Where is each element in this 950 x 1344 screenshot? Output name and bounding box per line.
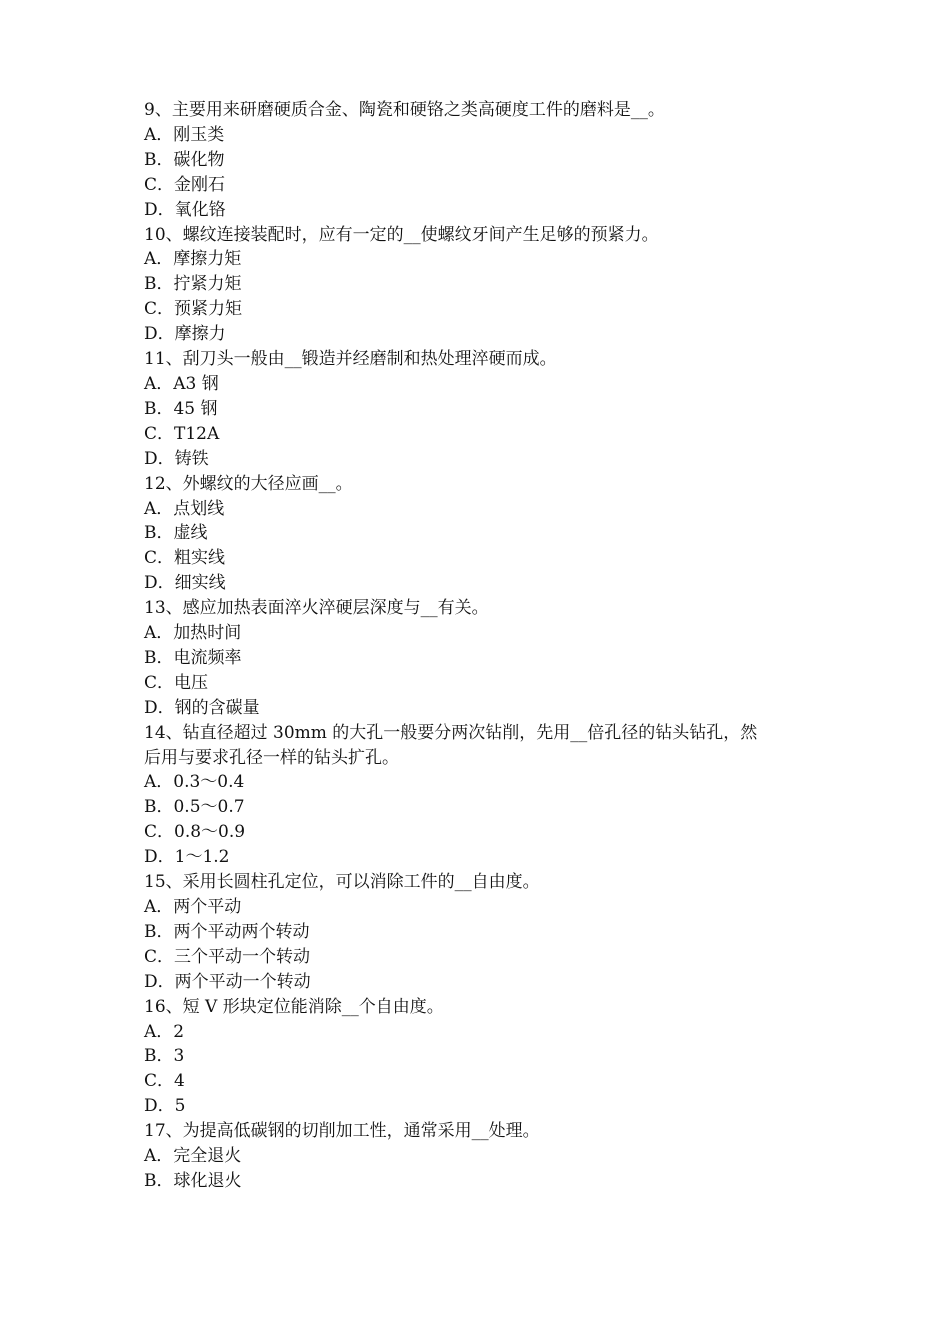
question-12-option-d: D．细实线 [144, 573, 226, 594]
question-13-option-a: A．加热时间 [144, 623, 242, 644]
question-10-option-a: A．摩擦力矩 [144, 249, 242, 270]
question-14-text-continued: 后用与要求孔径一样的钻头扩孔。 [144, 747, 399, 768]
question-15-option-c: C．三个平动一个转动 [144, 946, 311, 967]
question-12-option-a: A．点划线 [144, 498, 225, 519]
question-9-text: 9、主要用来研磨硬质合金、陶瓷和硬铬之类高硬度工件的磨料是__。 [144, 100, 665, 120]
question-10-option-b: B．拧紧力矩 [144, 274, 242, 295]
question-16-option-a: A．2 [144, 1021, 185, 1042]
question-9-option-d: D．氧化铬 [144, 199, 226, 220]
question-13-option-d: D．钢的含碳量 [144, 697, 260, 718]
question-12-option-b: B．虚线 [144, 523, 208, 544]
question-16-text: 16、短 V 形块定位能消除__个自由度。 [144, 996, 444, 1017]
question-12-option-c: C．粗实线 [144, 548, 226, 569]
question-17-option-b: B．球化退火 [144, 1170, 242, 1191]
question-15-text: 15、采用长圆柱孔定位，可以消除工件的__自由度。 [144, 872, 540, 893]
question-13-option-c: C．电压 [144, 672, 209, 693]
document-page [144, 98, 824, 1194]
question-14-option-b: B．0.5～0.7 [144, 797, 245, 818]
question-15-option-b: B．两个平动两个转动 [144, 921, 310, 942]
question-11-option-d: D．铸铁 [144, 448, 209, 469]
question-12-text: 12、外螺纹的大径应画__。 [144, 473, 353, 494]
question-13-option-b: B．电流频率 [144, 647, 242, 668]
question-13-text: 13、感应加热表面淬火淬硬层深度与__有关。 [144, 598, 489, 619]
question-10-text: 10、螺纹连接装配时，应有一定的__使螺纹牙间产生足够的预紧力。 [144, 224, 659, 245]
question-14-option-d: D．1～1.2 [144, 847, 230, 868]
question-9-option-c: C．金刚石 [144, 174, 226, 195]
question-17-option-a: A．完全退火 [144, 1146, 242, 1167]
question-10-option-d: D．摩擦力 [144, 324, 226, 345]
question-9-option-b: B．碳化物 [144, 149, 225, 170]
question-11-option-b: B．45 钢 [144, 398, 218, 419]
question-14-text: 14、钻直径超过 30mm 的大孔一般要分两次钻削，先用__倍孔径的钻头钻孔，然 [144, 722, 758, 743]
question-16-option-c: C．4 [144, 1071, 185, 1092]
question-16-option-b: B．3 [144, 1046, 185, 1067]
question-14-option-a: A．0.3～0.4 [144, 772, 245, 793]
question-11-text: 11、刮刀头一般由__锻造并经磨制和热处理淬硬而成。 [144, 349, 557, 370]
question-17-text: 17、为提高低碳钢的切削加工性，通常采用__处理。 [144, 1121, 540, 1142]
question-10-option-c: C．预紧力矩 [144, 299, 243, 320]
question-16-option-d: D．5 [144, 1096, 186, 1117]
question-11-option-c: C．T12A [144, 423, 220, 444]
question-9-option-a: A．刚玉类 [144, 124, 225, 145]
question-11-option-a: A．A3 钢 [144, 373, 219, 394]
question-15-option-d: D．两个平动一个转动 [144, 971, 311, 992]
question-14-option-c: C．0.8～0.9 [144, 822, 246, 843]
question-15-option-a: A．两个平动 [144, 897, 242, 917]
